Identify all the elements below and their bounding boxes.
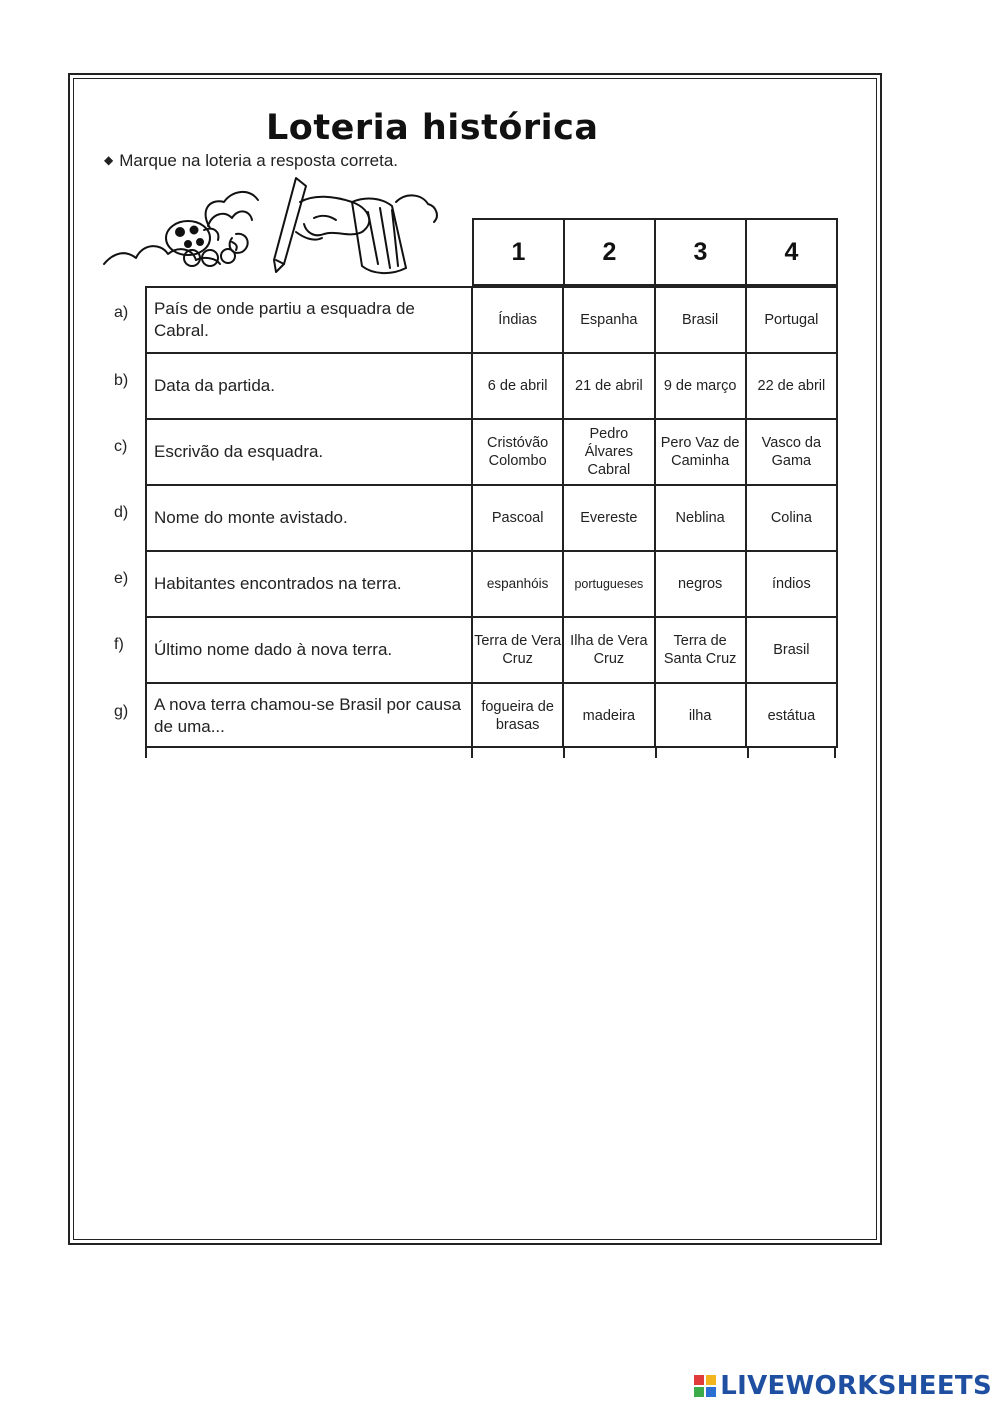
question-row: [145, 682, 838, 748]
question-row: [145, 286, 838, 352]
question-letter: b): [114, 372, 129, 389]
column-number: 2: [563, 220, 654, 284]
question-row: [145, 418, 838, 484]
answer-option[interactable]: Evereste: [564, 486, 655, 550]
question-letter: g): [114, 703, 129, 720]
question-text: Data da partida.: [147, 354, 473, 418]
answer-option[interactable]: Terra de Vera Cruz: [473, 618, 564, 682]
question-letter: c): [114, 438, 128, 455]
liveworksheets-watermark: [694, 1371, 992, 1401]
answer-option[interactable]: Brasil: [656, 288, 747, 352]
question-row: [145, 352, 838, 418]
question-row: [145, 616, 838, 682]
answer-option[interactable]: Ilha de Vera Cruz: [564, 618, 655, 682]
answer-option[interactable]: ilha: [656, 684, 747, 748]
worksheet-title: Loteria histórica: [266, 108, 599, 148]
question-letter: d): [114, 504, 129, 521]
answer-option[interactable]: negros: [656, 552, 747, 616]
table-tick: [655, 748, 657, 758]
answer-option[interactable]: 21 de abril: [564, 354, 655, 418]
question-text: A nova terra chamou-se Brasil por causa de uma...: [147, 684, 473, 748]
answer-option[interactable]: índios: [772, 576, 811, 592]
answer-option[interactable]: espanhóis: [473, 552, 564, 616]
answer-option[interactable]: fogueira de brasas: [473, 684, 564, 748]
answer-option[interactable]: Colina: [770, 510, 812, 526]
answer-option[interactable]: Pedro Álvares Cabral: [564, 420, 655, 484]
answer-option[interactable]: portugueses: [564, 552, 655, 616]
instruction: [104, 151, 398, 171]
table-tick: [563, 748, 565, 758]
question-row: [145, 550, 838, 616]
table-tick: [471, 748, 473, 758]
question-letter: f): [114, 636, 124, 653]
column-number-header: [472, 218, 838, 286]
answer-option[interactable]: Neblina: [656, 486, 747, 550]
table-tick: [834, 748, 836, 758]
answer-option[interactable]: Portugal: [764, 312, 819, 328]
table-tick: [747, 748, 749, 758]
question-text: Nome do monte avistado.: [147, 486, 473, 550]
question-letter: e): [114, 570, 129, 587]
answer-option[interactable]: Terra de Santa Cruz: [656, 618, 747, 682]
answer-option[interactable]: Brasil: [773, 642, 810, 658]
answer-option[interactable]: Espanha: [564, 288, 655, 352]
answer-option[interactable]: 6 de abril: [473, 354, 564, 418]
column-number: 4: [745, 220, 836, 284]
answer-option[interactable]: Vasco da Gama: [761, 435, 822, 469]
diamond-bullet-icon: ◆: [104, 153, 114, 167]
answer-option[interactable]: madeira: [564, 684, 655, 748]
column-number: 3: [654, 220, 745, 284]
answer-option[interactable]: Pascoal: [473, 486, 564, 550]
answer-option[interactable]: Pero Vaz de Caminha: [656, 420, 747, 484]
question-text: Habitantes encontrados na terra.: [147, 552, 473, 616]
question-text: Escrivão da esquadra.: [147, 420, 473, 484]
question-text: Último nome dado à nova terra.: [147, 618, 473, 682]
answer-option[interactable]: Índias: [473, 288, 564, 352]
question-text: País de onde partiu a esquadra de Cabral.: [147, 288, 473, 352]
hand-writing-illustration: [100, 172, 470, 284]
question-row: [145, 484, 838, 550]
table-bottom-edge: [145, 746, 838, 756]
column-number: 1: [511, 237, 526, 266]
instruction-text: Marque na loteria a resposta correta.: [119, 151, 398, 170]
liveworksheets-logo-icon: [694, 1375, 716, 1397]
answer-option[interactable]: 9 de março: [656, 354, 747, 418]
question-letter: a): [114, 304, 129, 321]
answer-option[interactable]: Cristóvão Colombo: [473, 420, 564, 484]
watermark-text: LIVEWORKSHEETS: [720, 1371, 992, 1401]
answer-option[interactable]: estátua: [767, 708, 816, 724]
answer-option[interactable]: 22 de abril: [757, 378, 826, 394]
table-tick: [145, 748, 147, 758]
